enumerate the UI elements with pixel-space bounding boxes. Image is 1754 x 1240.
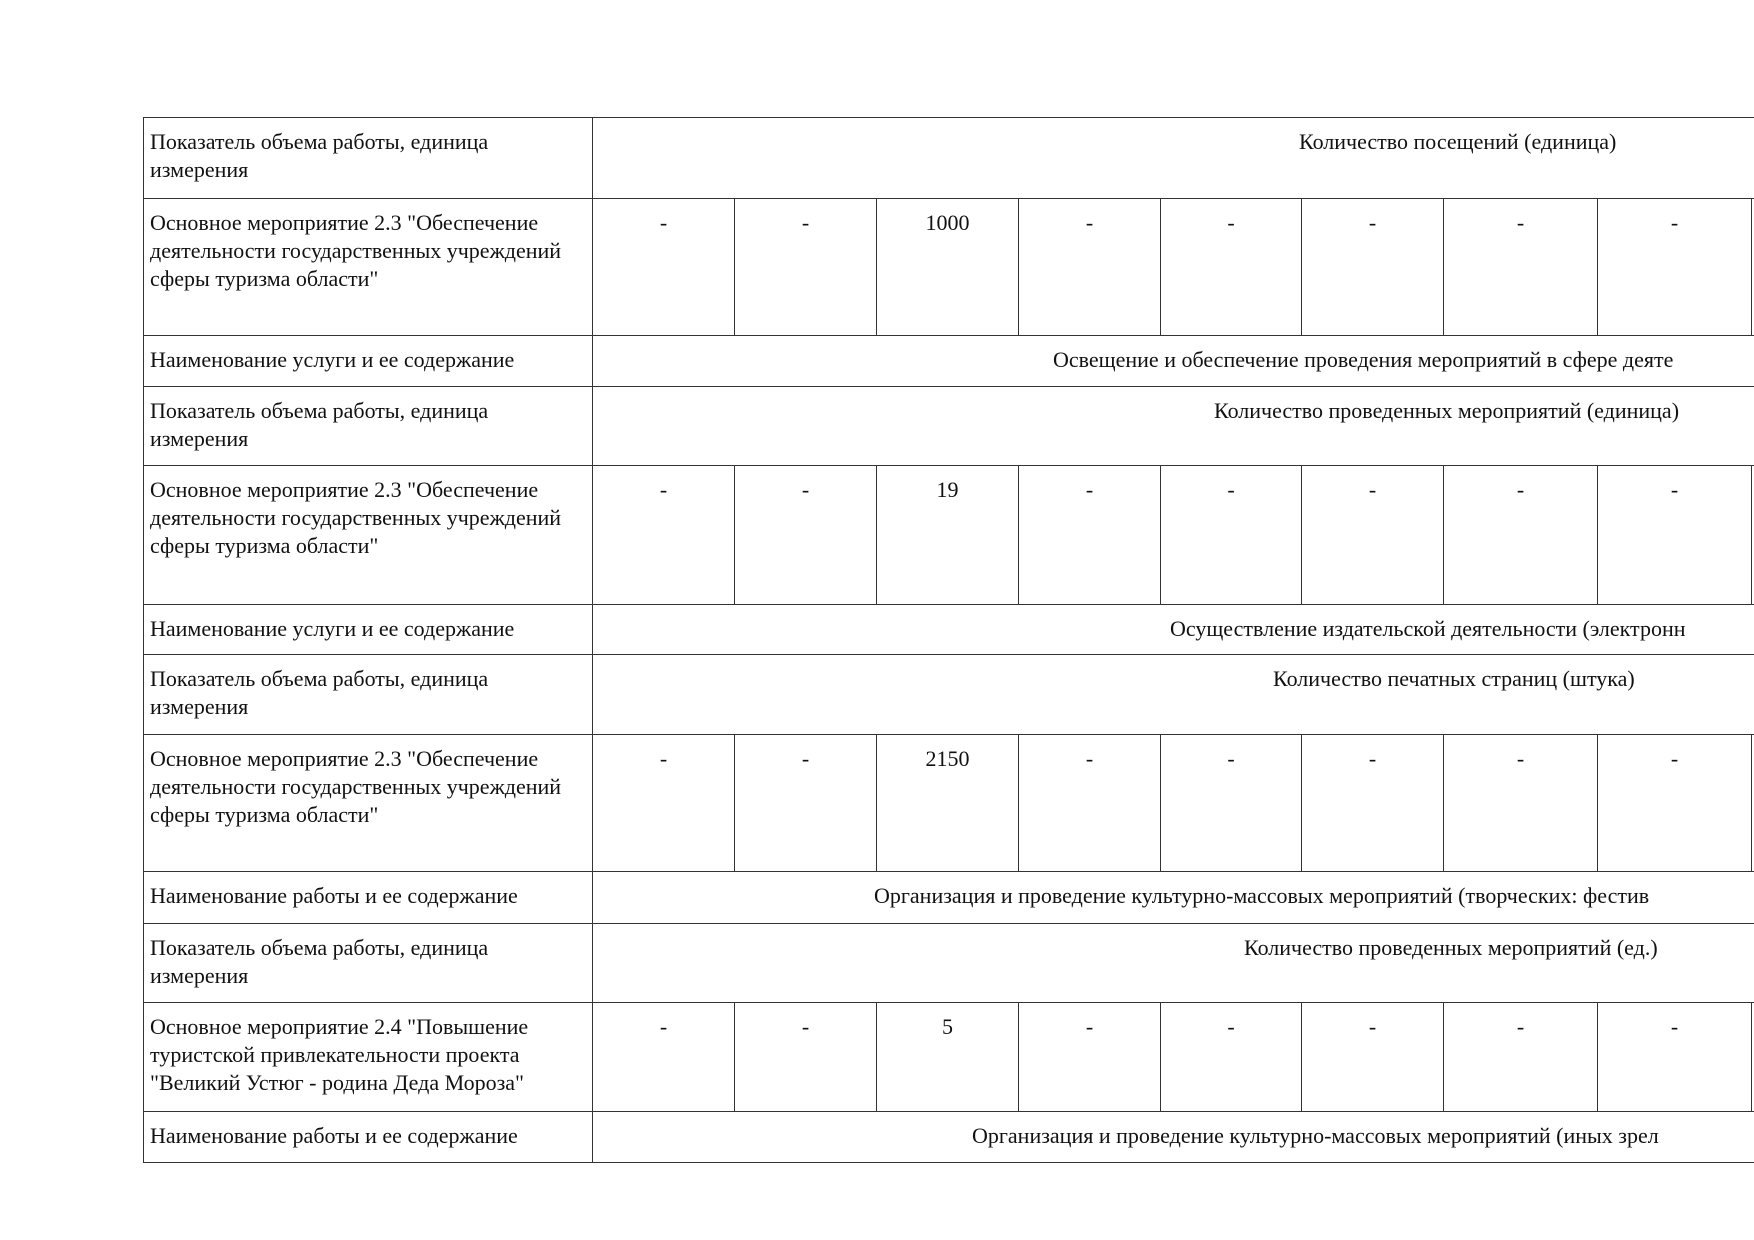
merged-cell	[593, 872, 1754, 924]
merged-cell	[593, 655, 1754, 735]
table-row	[144, 336, 1754, 387]
merged-cell-text: Количество посещений (единица)	[1299, 129, 1617, 154]
row-label: Наименование услуги и ее содержание	[144, 605, 593, 655]
value-cell: -	[735, 199, 877, 336]
table-row	[144, 387, 1754, 466]
table-row	[144, 655, 1754, 735]
value-cell: -	[1019, 1003, 1161, 1112]
row-label: Наименование услуги и ее содержание	[144, 336, 593, 387]
table-row	[144, 1003, 1754, 1112]
indicators-table	[143, 117, 1754, 1163]
row-label: Наименование работы и ее содержание	[144, 1112, 593, 1163]
table-row	[144, 605, 1754, 655]
document-page	[143, 117, 1754, 1177]
merged-cell-text: Осуществление издательской деятельности (электронн	[1170, 616, 1686, 641]
value-cell: -	[735, 735, 877, 872]
row-label: Показатель объема работы, единица измерения	[144, 387, 593, 466]
table-row	[144, 118, 1754, 199]
row-label: Основное мероприятие 2.3 "Обеспечение деятельности государственных учреждений сферы туризма области"	[144, 466, 593, 605]
table-row	[144, 924, 1754, 1003]
value-cell: -	[1019, 735, 1161, 872]
value-cell: 5	[877, 1003, 1019, 1112]
value-cell: -	[593, 735, 735, 872]
value-cell: -	[593, 1003, 735, 1112]
value-cell: -	[1444, 1003, 1598, 1112]
value-cell: -	[593, 199, 735, 336]
merged-cell	[593, 924, 1754, 1003]
table-row	[144, 466, 1754, 605]
value-cell: 1000	[877, 199, 1019, 336]
table-row	[144, 735, 1754, 872]
value-cell: -	[1598, 199, 1752, 336]
value-cell: -	[1598, 735, 1752, 872]
value-cell: -	[1598, 1003, 1752, 1112]
value-cell: -	[1444, 466, 1598, 605]
value-cell: -	[1019, 199, 1161, 336]
value-cell: -	[735, 466, 877, 605]
merged-cell	[593, 118, 1754, 199]
value-cell: 19	[877, 466, 1019, 605]
value-cell: -	[1302, 199, 1444, 336]
value-cell: -	[1161, 199, 1302, 336]
merged-cell-text: Количество проведенных мероприятий (единица)	[1214, 398, 1680, 423]
merged-cell	[593, 387, 1754, 466]
table-row	[144, 872, 1754, 924]
value-cell: -	[1444, 735, 1598, 872]
merged-cell	[593, 336, 1754, 387]
row-label: Основное мероприятие 2.4 "Повышение туристской привлекательности проекта "Великий Устюг - родина Деда Мороза"	[144, 1003, 593, 1112]
value-cell: -	[1019, 466, 1161, 605]
value-cell: -	[593, 466, 735, 605]
merged-cell-text: Организация и проведение культурно-массовых мероприятий (иных зрел	[972, 1123, 1659, 1148]
value-cell: -	[1302, 735, 1444, 872]
row-label: Основное мероприятие 2.3 "Обеспечение деятельности государственных учреждений сферы туризма области"	[144, 735, 593, 872]
merged-cell-text: Освещение и обеспечение проведения мероприятий в сфере деяте	[1053, 347, 1674, 372]
row-label: Показатель объема работы, единица измерения	[144, 924, 593, 1003]
merged-cell	[593, 605, 1754, 655]
row-label: Показатель объема работы, единица измерения	[144, 655, 593, 735]
value-cell: -	[1161, 735, 1302, 872]
value-cell: -	[1302, 1003, 1444, 1112]
table-row	[144, 1112, 1754, 1163]
value-cell: 2150	[877, 735, 1019, 872]
table-row	[144, 199, 1754, 336]
row-label: Основное мероприятие 2.3 "Обеспечение деятельности государственных учреждений сферы туризма области"	[144, 199, 593, 336]
merged-cell	[593, 1112, 1754, 1163]
merged-cell-text: Организация и проведение культурно-массовых мероприятий (творческих: фестив	[874, 883, 1650, 908]
merged-cell-text: Количество печатных страниц (штука)	[1273, 666, 1635, 691]
value-cell: -	[735, 1003, 877, 1112]
value-cell: -	[1161, 1003, 1302, 1112]
row-label: Наименование работы и ее содержание	[144, 872, 593, 924]
value-cell: -	[1598, 466, 1752, 605]
value-cell: -	[1161, 466, 1302, 605]
merged-cell-text: Количество проведенных мероприятий (ед.)	[1244, 935, 1658, 960]
row-label: Показатель объема работы, единица измерения	[144, 118, 593, 199]
value-cell: -	[1444, 199, 1598, 336]
value-cell: -	[1302, 466, 1444, 605]
